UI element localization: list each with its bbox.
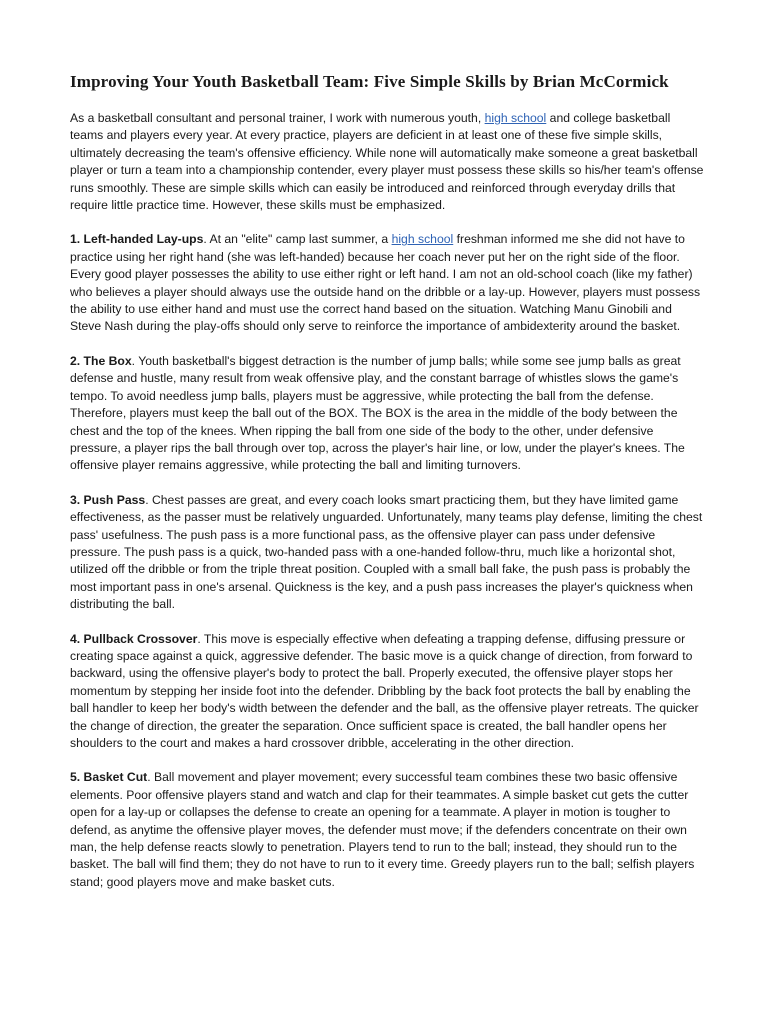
intro-text-end: and college basketball teams and players every year. At every practice, players are deficient in at least one of these five simple skills, ultimately decreasing the team's offensive efficiency. While none will automatically make someone a great basketball player or turn a team into a championship contender, every player must possess these skills so his/her team's offense runs smoothly. These are simple skills which can easily be introduced and reinforced through everyday drills that require little practice time. However, these skills must be emphasized. [70,111,704,213]
skill-1-text-start: . At an "elite" camp last summer, a [203,232,392,247]
skill-1-heading: 1. Left-handed Lay-ups [70,232,204,247]
skill-2-text: . Youth basketball's biggest detraction is the number of jump balls; while some see jump balls as great defense and hustle, many result from weak offensive play, and the constant barrage of whistles slows the game's tempo. To avoid needless jump balls, players must be aggressive, while protecting the ball from the defense. Therefore, players must keep the ball out of the BOX. The BOX is the area in the middle of the body between the chest and the top of the knees. When ripping the ball from one side of the body to the other, under defensive pressure, a player rips the ball through over top, across the player's hair line, or low, under the player's knees. The offensive player remains aggressive, while protecting the ball and limiting turnovers. [70,353,685,473]
skill-3-text: . Chest passes are great, and every coach looks smart practicing them, but they have limited game effectiveness, as the passer must be relatively unguarded. Unfortunately, many teams play defense, limiting the chest pass' usefulness. The push pass is a more functional pass, as the offensive player can pass under defensive pressure. The push pass is a quick, two-handed pass with a one-handed follow-thru, much like a horizontal shot, utilized off the dribble or from the triple threat position. Coupled with a small ball fake, the push pass is probably the most important pass in one's arsenal. Quickness is the key, and a push pass increases the player's quickness when distributing the ball. [70,492,703,612]
intro-text-start: As a basketball consultant and personal trainer, I work with numerous youth, [70,111,485,125]
high-school-link-2[interactable]: high school [391,232,454,247]
skill-5-text: . Ball movement and player movement; every successful team combines these two basic offensive elements. Poor offensive players stand and watch and clap for their teammates. A simple basket cut gets the cutter open for a lay-up or collapses the defense to create an opening for a teammate. A player in motion is tougher to defend, as anytime the offensive player moves, the defender must move; if the defenders concentrate on their own man, the help defense reacts slowly to penetration. Players tend to run to the ball; instead, they should run to the basket. The ball will find them; they do not have to run to it every time. Greedy players run to the ball; selfish players stand; good players move and make basket cuts. [70,770,695,889]
skill-5-heading: 5. Basket Cut [70,770,148,785]
skill-2-heading: 2. The Box [70,353,132,368]
skill-4-text: . This move is especially effective when defeating a trapping defense, diffusing pressure or creating space against a quick, aggressive defender. The basic move is a quick change of direction, from forward to backward, using the offensive player's body to protect the ball. Properly executed, the offensive player stops her momentum by stepping her inside foot into the defender. Dribbling by the back foot protects the ball by enabling the ball handler to keep her body's width between the defender and the ball, as the offensive player retreats. The quicker the change of direction, the greater the separation. Once sufficient space is created, the ball handler opens her shoulders to the court and makes a hard crossover dribble, accelerating in the other direction. [70,631,699,750]
document-title: Improving Your Youth Basketball Team: Five Simple Skills by Brian McCormick [70,72,669,91]
skill-1-paragraph [70,231,706,335]
skill-1-text-end: freshman informed me she did not have to practice using her right hand (she was left-handed) because her coach never put her on the right side of the floor. Every good player possesses the ability to use either right or left hand. I am not an old-school coach (like my father) who believes a player should always use the outside hand on the dribble or a lay-up. However, players must possess the ability to use either hand and must use the correct hand based on the situation. Watching Manu Ginobili and Steve Nash during the play-offs should only serve to reinforce the importance of ambidexterity around the basket. [70,232,701,334]
skill-2-paragraph [70,353,706,475]
document-page [70,72,706,908]
skill-5-paragraph [70,769,706,891]
skill-3-heading: 3. Push Pass [70,492,146,507]
high-school-link[interactable]: high school [484,111,547,125]
skill-3-paragraph [70,492,706,614]
skill-4-heading: 4. Pullback Crossover [70,631,198,646]
intro-paragraph [70,110,706,214]
skill-4-paragraph [70,631,706,753]
